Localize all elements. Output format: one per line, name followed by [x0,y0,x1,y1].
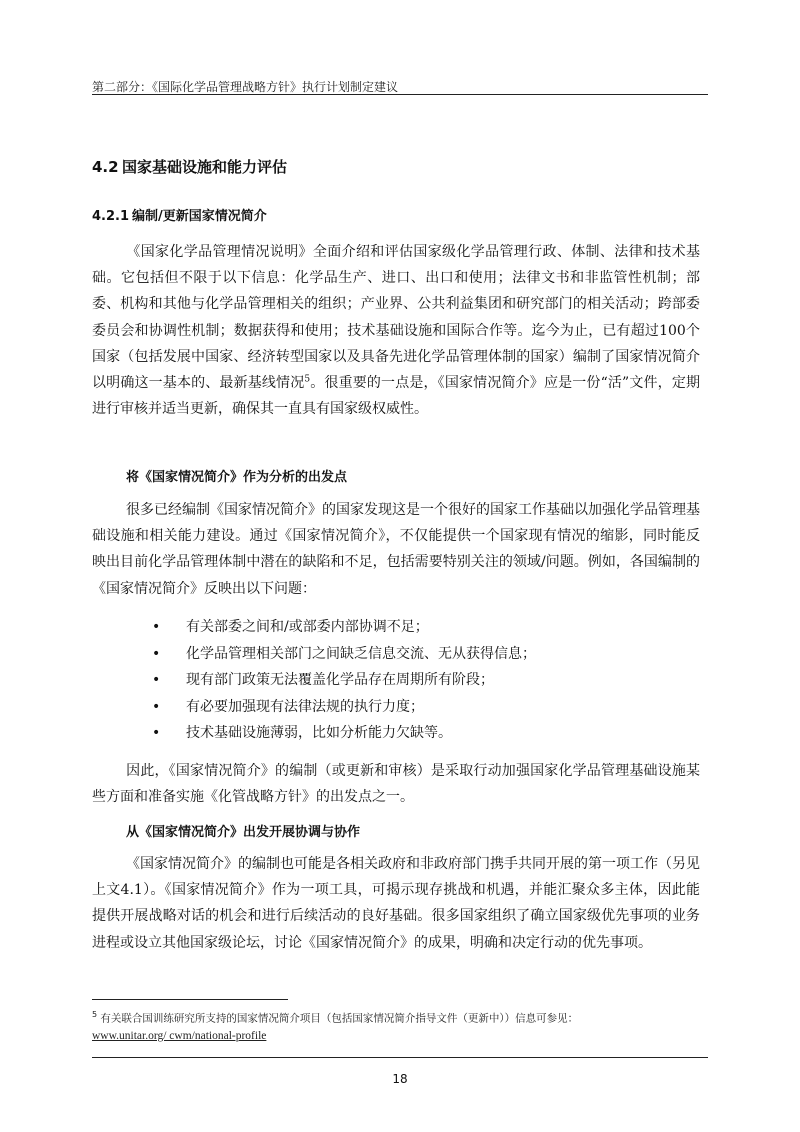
footnote-rule [92,999,288,1000]
paragraph-conclusion-text: 因此，《国家情况简介》的编制（或更新和审核）是采取行动加强国家化学品管理基础设施某些方面和准备实施《化管战略方针》的出发点之一。 [92,763,700,806]
paragraph-intro-end: 。很重要的一点是，《国家情况简介》应是一份“活”文件，定期进行审核并适当更新，确保其一直具有国家级权威性。 [92,375,700,418]
paragraph-coordination-text: 《国家情况简介》的编制也可能是各相关政府和非政府部门携手共同开展的第一项工作（另见上文4.1）。《国家情况简介》作为一项工具，可揭示现存挑战和机遇，并能汇聚众多主体，因此能提供开展战略对话的机会和进行后续活动的良好基础。很多国家组织了确立国家级优先事项的业务进程或设立其他国家级论坛，讨论《国家情况简介》的成果，明确和决定行动的优先事项。 [92,856,700,951]
header-rule [92,94,708,95]
footnote-text: 有关联合国训练研究所支持的国家情况简介项目（包括国家情况简介指导文件（更新中））信息可参见： [97,1012,579,1025]
paragraph-analysis-text: 很多已经编制《国家情况简介》的国家发现这是一个很好的国家工作基础以加强化学品管理基础设施和相关能力建设。通过《国家情况简介》，不仅能提供一个国家现有情况的缩影，同时能反映出目前化学品管理体制中潜在的缺陷和不足，包括需要特别关注的领域/问题。例如，各国编制的《国家情况简介》反映出以下问题： [92,502,700,597]
subsection-heading [92,205,267,224]
list-item: • 现有部门政策无法覆盖化学品存在周期所有阶段； [152,667,536,694]
paragraph-analysis [92,497,700,602]
list-item: • 有关部委之间和/或部委内部协调不足； [152,614,536,641]
subsection-title: 编制/更新国家情况简介 [132,209,267,224]
paragraph-conclusion [92,758,700,810]
footer-rule [92,1057,708,1058]
paragraph-intro [92,239,700,422]
list-item: • 化学品管理相关部门之间缺乏信息交流、无从获得信息； [152,641,536,668]
page-number: 18 [392,1072,408,1086]
list-item: • 有必要加强现有法律法规的执行力度； [152,694,536,721]
issue-list [152,614,536,747]
subsection-number: 4.2.1 [92,209,130,224]
subheading-coordination: 从《国家情况简介》出发开展协调与协作 [126,825,361,840]
section-number: 4.2 [92,158,119,176]
list-item: • 技术基础设施薄弱，比如分析能力欠缺等。 [152,720,536,747]
paragraph-intro-text: 《国家化学品管理情况说明》全面介绍和评估国家级化学品管理行政、体制、法律和技术基础。它包括但不限于以下信息：化学品生产、进口、出口和使用；法律文书和非监管性机制；部委、机构和其他与化学品管理相关的组织；产业界、公共利益集团和研究部门的相关活动；跨部委委员会和协调性机制；数据获得和使用；技术基础设施和国际合作等。迄今为止，已有超过100个国家（包括发展中国家、经济转型国家以及具备先进化学品管理体制的国家）编制了国家情况简介以明确这一基本的、最新基线情况 [92,244,700,392]
section-title: 国家基础设施和能力评估 [122,158,288,176]
paragraph-coordination [92,851,700,956]
footnote-marker: 5 [92,1010,98,1019]
section-heading [92,156,287,177]
footnote-link[interactable]: www.unitar.org/ cwm/national-profile [92,1029,267,1042]
footnote-reference: 5 [304,374,311,385]
footnote [92,1006,708,1045]
subheading-starting-point: 将《国家情况简介》作为分析的出发点 [126,470,348,485]
running-header: 第二部分：《国际化学品管理战略方针》执行计划制定建议 [92,80,399,94]
